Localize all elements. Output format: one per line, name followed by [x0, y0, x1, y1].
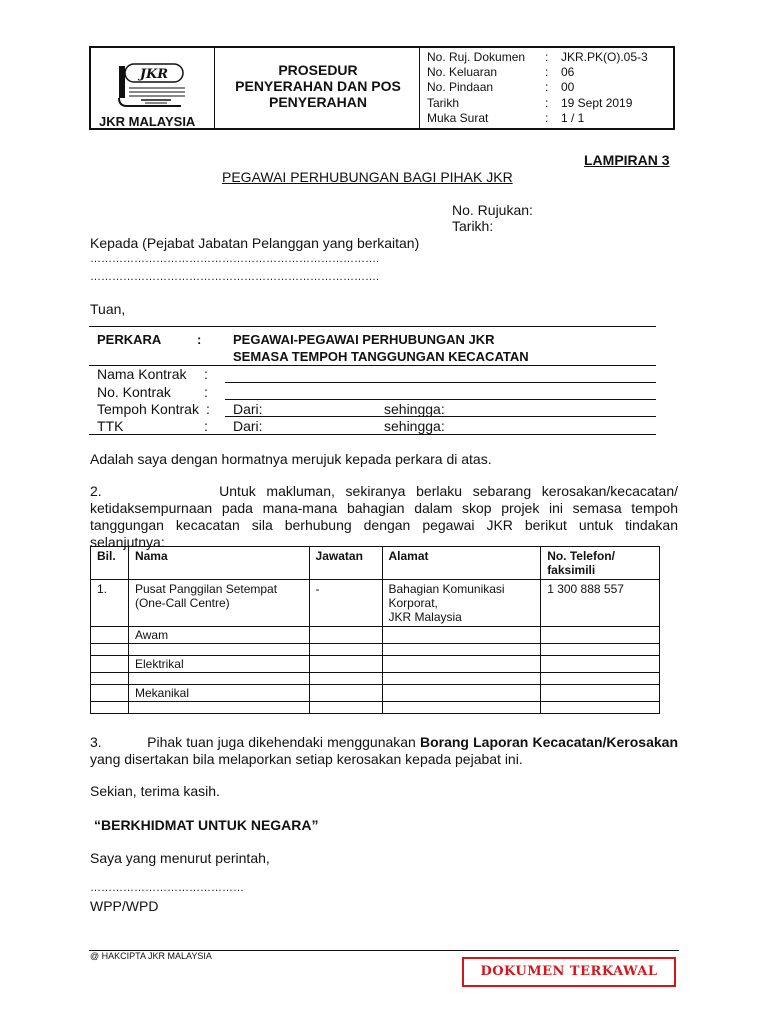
field-label: No. Kontrak: [97, 384, 171, 400]
document-header: JKR JKR MALAYSIA PROSEDUR PENYERAHAN DAN POS PENYERAHAN No. Ruj. Dokumen : JKR.PK(O).05-3 No. Keluaran : 06 No. Pindaan : 00 Tarikh : 19 Sept 2019 Muka Surat : 1 / 1: [89, 46, 675, 130]
table-row: [91, 702, 660, 714]
paragraph-1: Adalah saya dengan hormatnya merujuk kepada perkara di atas.: [90, 451, 492, 467]
field-line: [225, 416, 656, 417]
lampiran-label: LAMPIRAN 3: [584, 152, 670, 168]
table-row: 1. Pusat Panggilan Setempat (One-Call Centre) - Bahagian Komunikasi Korporat, JKR Malaysia 1 300 888 557: [91, 580, 660, 627]
field-colon: :: [204, 366, 208, 382]
logo-text: JKR: [139, 67, 169, 82]
field-from: Dari:: [233, 418, 263, 434]
header-divider: [214, 48, 215, 128]
subject-colon: :: [197, 332, 202, 347]
field-label: TTK: [97, 418, 124, 434]
table-rule: [89, 326, 656, 327]
table-row: [91, 673, 660, 685]
subject-label: PERKARA: [97, 332, 162, 347]
table-header-row: [91, 547, 660, 580]
salutation: Tuan,: [90, 301, 126, 317]
date-label: Tarikh:: [452, 218, 494, 234]
column-header: Bil.: [91, 547, 129, 580]
table-row: Awam: [91, 627, 660, 644]
field-colon: :: [204, 418, 208, 434]
org-name: JKR MALAYSIA: [99, 114, 196, 129]
field-label: Nama Kontrak: [97, 366, 187, 382]
field-until: sehingga:: [384, 418, 445, 434]
header-divider: [419, 48, 420, 128]
motto: “BERKHIDMAT UNTUK NEGARA”: [94, 817, 319, 833]
field-from: Dari:: [233, 401, 263, 417]
paragraph-3: 3. Pihak tuan juga dikehendaki menggunakan Borang Laporan Kecacatan/Kerosakan yang disertakan bila melaporkan setiap kerosakan kepada pejabat ini.: [90, 734, 678, 767]
field-line: [225, 382, 656, 383]
field-colon: :: [204, 384, 208, 400]
column-header: Nama: [128, 547, 309, 580]
column-header: Jawatan: [309, 547, 382, 580]
signatory: WPP/WPD: [90, 898, 159, 914]
document-title: PEGAWAI PERHUBUNGAN BAGI PIHAK JKR: [222, 169, 513, 185]
closing: Sekian, terima kasih.: [90, 783, 220, 799]
paragraph-2: 2. Untuk makluman, sekiranya berlaku sebarang kerosakan/kecacatan/ ketidaksempurnaan pada mana-mana bahagian dalam skop projek ini semasa tempoh tanggungan kecacatan sila berhubung dengan pegawai JKR berikut untuk tindakan selanjutnya:: [90, 483, 678, 550]
perintah: Saya yang menurut perintah,: [90, 850, 270, 866]
reference-number-label: No. Rujukan:: [452, 202, 533, 218]
table-rule: [89, 434, 656, 435]
field-colon: :: [206, 401, 210, 417]
subject-line: PEGAWAI-PEGAWAI PERHUBUNGAN JKR: [233, 332, 495, 347]
subject-line: SEMASA TEMPOH TANGGUNGAN KECACATAN: [233, 349, 529, 364]
table-row: Mekanikal: [91, 685, 660, 702]
field-label: Tempoh Kontrak: [97, 401, 199, 417]
address-line: …………………………………………………………………….: [90, 253, 380, 265]
table-row: [91, 644, 660, 656]
recipient-label: Kepada (Pejabat Jabatan Pelanggan yang berkaitan): [90, 235, 420, 251]
signature-line: ……………………………………: [90, 882, 244, 894]
address-line: …………………………………………………………………….: [90, 271, 380, 283]
column-header: No. Telefon/ faksimili: [541, 547, 660, 580]
table-row: Elektrikal: [91, 656, 660, 673]
procedure-title: PROSEDUR PENYERAHAN DAN POS PENYERAHAN: [235, 62, 401, 110]
column-header: Alamat: [382, 547, 541, 580]
field-line: [225, 399, 656, 400]
jkr-logo: [111, 58, 195, 114]
field-until: sehingga:: [384, 401, 445, 417]
controlled-document-stamp: DOKUMEN TERKAWAL: [462, 957, 676, 987]
copyright: @ HAKCIPTA JKR MALAYSIA: [90, 951, 212, 961]
contact-table: [90, 546, 660, 714]
address-cell: Bahagian Komunikasi Korporat, JKR Malaysia: [382, 580, 541, 627]
